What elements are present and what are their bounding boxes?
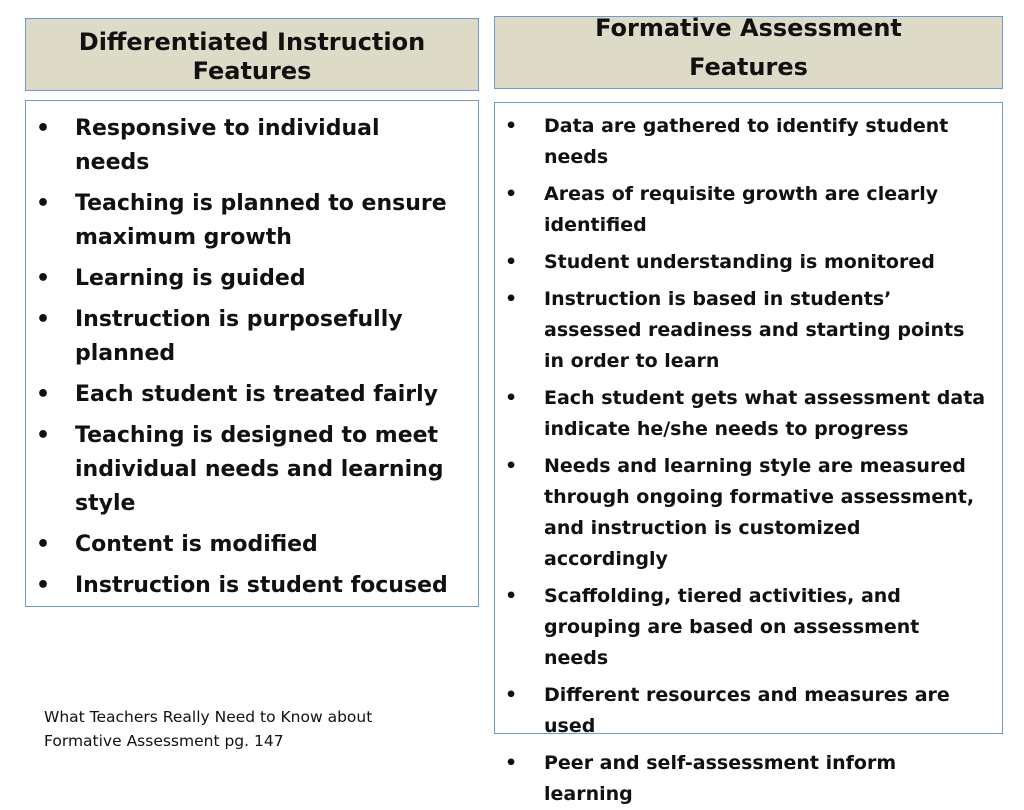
list-item xyxy=(505,748,990,810)
bullet-icon: • xyxy=(505,684,518,706)
list-item xyxy=(505,383,990,445)
left-header-line-1: Differentiated Instruction xyxy=(78,27,426,56)
list-item xyxy=(36,303,458,371)
differentiated-instruction-title xyxy=(79,28,425,86)
list-item-text: Student understanding is monitored xyxy=(544,251,935,273)
bullet-icon: • xyxy=(505,455,518,477)
list-item xyxy=(505,111,990,173)
list-item-text: Instruction is purposefully planned xyxy=(75,307,403,366)
list-item-text: Responsive to individual needs xyxy=(75,116,380,175)
formative-assessment-title xyxy=(595,9,902,87)
list-item-text: Peer and self-assessment inform learning xyxy=(544,752,897,805)
list-item xyxy=(505,179,990,241)
bullet-icon: • xyxy=(505,288,518,310)
list-item xyxy=(505,451,990,575)
left-header-line-2: Features xyxy=(192,56,312,85)
bullet-icon: • xyxy=(36,423,51,448)
list-item xyxy=(505,284,990,377)
list-item-text: Learning is guided xyxy=(75,266,306,291)
bullet-icon: • xyxy=(505,387,518,409)
bullet-icon: • xyxy=(505,251,518,273)
bullet-icon: • xyxy=(36,307,51,332)
bullet-icon: • xyxy=(36,382,51,407)
list-item-text: Areas of requisite growth are clearly identified xyxy=(544,183,939,236)
differentiated-instruction-list xyxy=(26,101,478,603)
list-item-text: Different resources and measures are used xyxy=(544,684,950,737)
list-item-text: Teaching is planned to ensure maximum growth xyxy=(75,191,447,250)
list-item-text: Teaching is designed to meet individual needs and learning style xyxy=(75,423,444,516)
formative-assessment-header xyxy=(494,16,1003,89)
footnote-line-2: Formative Assessment pg. 147 xyxy=(44,732,284,750)
list-item xyxy=(505,581,990,674)
list-item xyxy=(36,569,458,603)
right-header-line-2: Features xyxy=(689,53,808,81)
list-item-text: Needs and learning style are measured through ongoing formative assessment, and instruction is customized accordingly xyxy=(544,455,975,570)
bullet-icon: • xyxy=(505,752,518,774)
list-item xyxy=(36,262,458,296)
differentiated-instruction-header xyxy=(25,18,479,91)
list-item-text: Each student gets what assessment data indicate he/she needs to progress xyxy=(544,387,986,440)
footnote-line-1: What Teachers Really Need to Know about xyxy=(44,708,373,726)
list-item-text: Each student is treated fairly xyxy=(75,382,438,407)
differentiated-instruction-list-box xyxy=(25,100,479,607)
list-item-text: Scaffolding, tiered activities, and grouping are based on assessment needs xyxy=(544,585,920,669)
bullet-icon: • xyxy=(505,115,518,137)
source-footnote xyxy=(44,705,444,753)
bullet-icon: • xyxy=(36,266,51,291)
bullet-icon: • xyxy=(36,116,51,141)
list-item xyxy=(36,187,458,255)
bullet-icon: • xyxy=(505,183,518,205)
list-item-text: Instruction is student focused xyxy=(75,573,448,598)
list-item xyxy=(36,112,458,180)
list-item xyxy=(36,528,458,562)
bullet-icon: • xyxy=(36,532,51,557)
bullet-icon: • xyxy=(36,191,51,216)
bullet-icon: • xyxy=(36,573,51,598)
list-item xyxy=(505,680,990,742)
list-item xyxy=(36,378,458,412)
list-item-text: Content is modified xyxy=(75,532,318,557)
formative-assessment-list xyxy=(495,103,1002,810)
list-item xyxy=(505,247,990,278)
list-item xyxy=(36,419,458,521)
list-item-text: Instruction is based in students’ assessed readiness and starting points in order to learn xyxy=(544,288,965,372)
formative-assessment-list-box xyxy=(494,102,1003,805)
right-header-line-1: Formative Assessment xyxy=(595,14,902,42)
list-item-text: Data are gathered to identify student needs xyxy=(544,115,949,168)
bullet-icon: • xyxy=(505,585,518,607)
